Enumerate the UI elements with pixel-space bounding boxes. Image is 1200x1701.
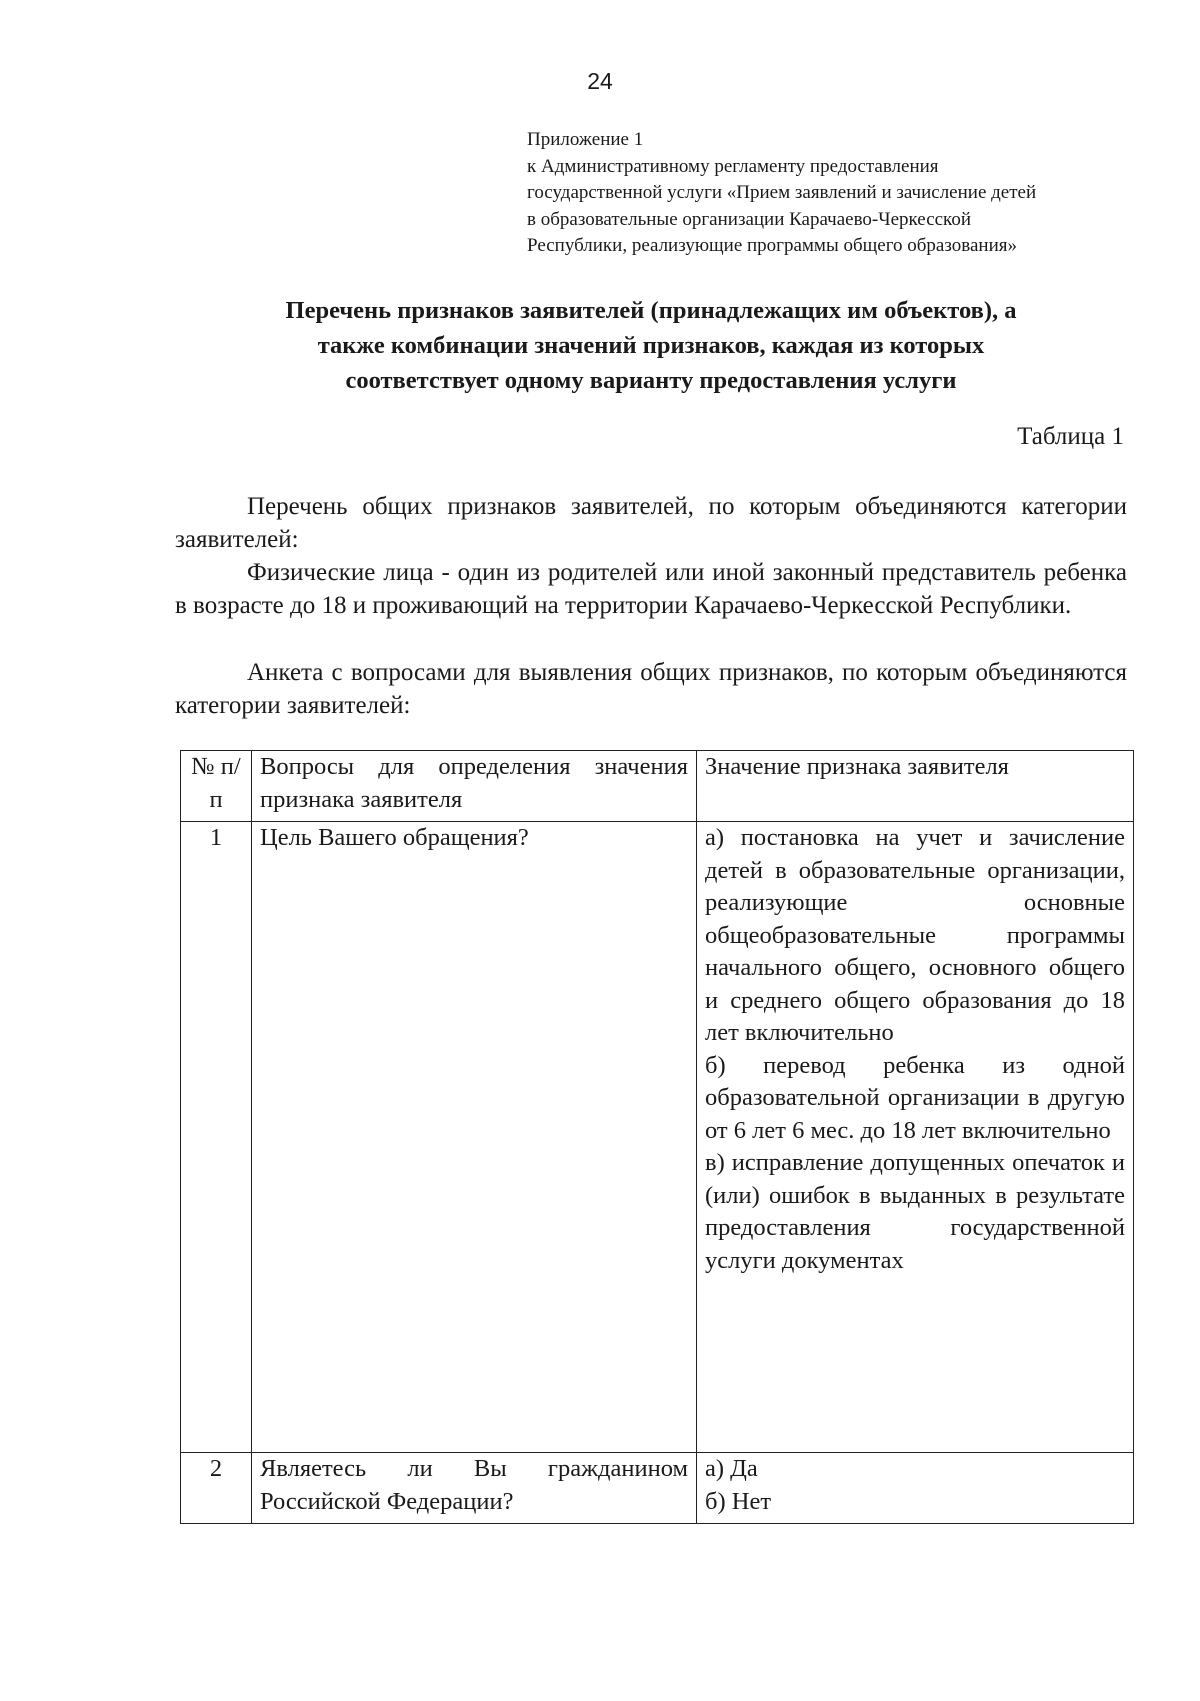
paragraph-text: Анкета с вопросами для выявления общих признаков, по которым объединяются категории заявителей: xyxy=(175,659,1127,719)
answer-option: в) исправление допущенных опечаток и (или) ошибок в выданных в результате предоставления государственной услуги документах xyxy=(705,1149,1125,1274)
appendix-note xyxy=(527,127,1147,260)
table-row xyxy=(181,822,1134,1453)
row-question: Цель Вашего обращения? xyxy=(252,822,697,1453)
row-answers xyxy=(697,1453,1134,1524)
title-line: соответствует одному варианту предоставления услуги xyxy=(345,367,957,394)
appendix-line: в образовательные организации Карачаево-Черкесской xyxy=(527,208,971,230)
paragraph-general-features xyxy=(175,490,1127,556)
header-question: Вопросы для определения значения признака заявителя xyxy=(252,751,697,822)
appendix-line: Республики, реализующие программы общего образования» xyxy=(527,235,1017,256)
answer-option: б) Нет xyxy=(705,1487,772,1515)
appendix-line: Приложение 1 xyxy=(527,129,644,150)
answer-option: б) перевод ребенка из одной образовательной организации в другую от 6 лет 6 мес. до 18 лет включительно xyxy=(705,1051,1125,1144)
appendix-line: государственной услуги «Прием заявлений и зачисление детей xyxy=(527,182,1037,203)
row-num: 2 xyxy=(181,1453,252,1524)
document-title xyxy=(175,293,1127,398)
table-header-row xyxy=(181,751,1134,822)
table-label: Таблица 1 xyxy=(1017,423,1124,450)
paragraph-questionnaire xyxy=(175,656,1127,722)
paragraph-text: Перечень общих признаков заявителей, по которым объединяются категории заявителей: xyxy=(175,493,1127,553)
row-num: 1 xyxy=(181,822,252,1453)
paragraph-individuals xyxy=(175,556,1127,622)
answer-option: а) Да xyxy=(705,1455,758,1482)
appendix-line: к Административному регламенту предоставления xyxy=(527,155,939,177)
page-number: 24 xyxy=(587,68,613,94)
header-num: № п/п xyxy=(181,751,252,822)
paragraph-text: Физические лица - один из родителей или иной законный представитель ребенка в возрасте до 18 и проживающий на территории Карачаево-Черкесской Республики. xyxy=(175,559,1127,619)
header-value: Значение признака заявителя xyxy=(697,751,1134,822)
answer-option: а) постановка на учет и зачисление детей в образовательные организации, реализующие основные общеобразовательные программы начального общего, основного общего и среднего общего образования до 18 лет включительно xyxy=(705,824,1125,1046)
row-question: Являетесь ли Вы гражданином Российской Федерации? xyxy=(252,1453,697,1524)
title-line: также комбинации значений признаков, каждая из которых xyxy=(317,332,985,359)
title-line: Перечень признаков заявителей (принадлежащих им объектов), а xyxy=(285,297,1017,324)
row-answers xyxy=(697,822,1134,1453)
questionnaire-table xyxy=(180,750,1134,1524)
table-row xyxy=(181,1453,1134,1524)
